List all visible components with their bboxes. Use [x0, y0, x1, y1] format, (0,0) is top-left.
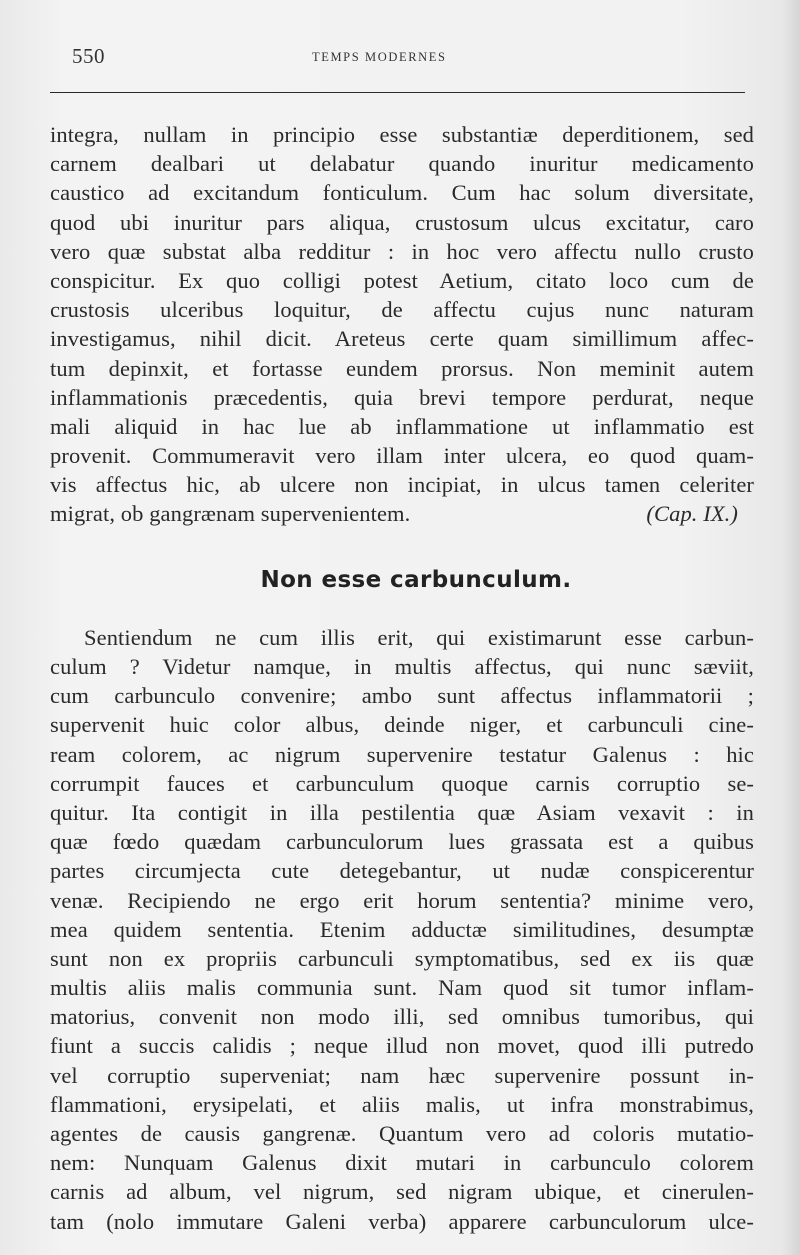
- text-line: nem: Nunquam Galenus dixit mutari in carbunculo colorem: [50, 1150, 754, 1176]
- text-line: venæ. Recipiendo ne ergo erit horum sententia? minime vero,: [50, 887, 754, 913]
- text-line: agentes de causis gangrenæ. Quantum vero ad coloris mutatio-: [50, 1121, 754, 1147]
- text-line: supervenit huic color albus, deinde niger, et carbunculi cine-: [50, 712, 754, 738]
- chapter-reference: (Cap. IX.): [646, 501, 738, 527]
- text-line: conspicitur. Ex quo colligi potest Aetium, citato loco cum de: [50, 267, 754, 293]
- text-line: vero quæ substat alba redditur : in hoc vero affectu nullo crusto: [50, 238, 754, 264]
- running-head: [54, 40, 744, 70]
- running-title: TEMPS MODERNES: [312, 50, 447, 64]
- text-line: carnem dealbari ut delabatur quando inuritur medicamento: [50, 151, 754, 177]
- text-line: Sentiendum ne cum illis erit, qui existimarunt esse carbun-: [84, 624, 754, 650]
- text-line: corrumpit fauces et carbunculum quoque carnis corruptio se-: [50, 770, 754, 796]
- text-line: investigamus, nihil dicit. Areteus certe quam simillimum affec-: [50, 326, 754, 352]
- header-rule: [50, 92, 745, 93]
- text-line: tum depinxit, et fortasse eundem prorsus. Non meminit autem: [50, 355, 754, 381]
- text-line: inflammationis præcedentis, quia brevi tempore perdurat, neque: [50, 384, 754, 410]
- text-line: multis aliis malis communia sunt. Nam quod sit tumor inflam-: [50, 975, 754, 1001]
- text-line-last: [50, 499, 754, 528]
- section-heading: Non esse carbunculum.: [260, 566, 572, 593]
- text-line: vel corruptio superveniat; nam hæc supervenire possunt in-: [50, 1062, 754, 1088]
- paragraph-end-text: migrat, ob gangrænam supervenientem.: [50, 501, 411, 527]
- text-line: mea quidem sententia. Etenim adductæ similitudines, desumptæ: [50, 916, 754, 942]
- text-line: quitur. Ita contigit in illa pestilentia quæ Asiam vexavit : in: [50, 799, 754, 825]
- text-line: ream colorem, ac nigrum supervenire testatur Galenus : hic: [50, 741, 754, 767]
- text-line: mali aliquid in hac lue ab inflammatione ut inflammatio est: [50, 413, 754, 439]
- page-edge-shadow: [782, 0, 800, 1255]
- text-line: cum carbunculo convenire; ambo sunt affectus inflammatorii ;: [50, 683, 754, 709]
- text-line: provenit. Commumeravit vero illam inter ulcera, eo quod quam-: [50, 443, 754, 469]
- text-line: vis affectus hic, ab ulcere non incipiat, in ulcus tamen celeriter: [50, 472, 754, 498]
- body-text: [50, 120, 754, 1236]
- text-line: sunt non ex propriis carbunculi symptomatibus, sed ex iis quæ: [50, 945, 754, 971]
- text-line: quæ fœdo quædam carbunculorum lues grassata est a quibus: [50, 829, 754, 855]
- text-line: fiunt a succis calidis ; neque illud non movet, quod illi putredo: [50, 1033, 754, 1059]
- text-line: flammationi, erysipelati, et aliis malis, ut infra monstrabimus,: [50, 1091, 754, 1117]
- text-line: quod ubi inuritur pars aliqua, crustosum ulcus excitatur, caro: [50, 209, 754, 235]
- text-line: carnis ad album, vel nigrum, sed nigram ubique, et cinerulen-: [50, 1179, 754, 1205]
- text-line: integra, nullam in principio esse substantiæ deperditionem, sed: [50, 122, 754, 147]
- text-line: matorius, convenit non modo illi, sed omnibus tumoribus, qui: [50, 1004, 754, 1030]
- text-line: culum ? Videtur namque, in multis affectus, qui nunc sæviit,: [50, 654, 754, 680]
- text-line: caustico ad excitandum fonticulum. Cum hac solum diversitate,: [50, 180, 754, 206]
- paragraph-1: [50, 120, 754, 529]
- text-line: crustosis ulceribus loquitur, de affectu cujus nunc naturam: [50, 297, 754, 323]
- page-number: 550: [72, 44, 105, 68]
- paragraph-2: [50, 623, 754, 1236]
- text-line: partes circumjecta cute detegebantur, ut nudæ conspicerentur: [50, 858, 754, 884]
- text-line: tam (nolo immutare Galeni verba) apparere carbunculorum ulce-: [50, 1208, 754, 1234]
